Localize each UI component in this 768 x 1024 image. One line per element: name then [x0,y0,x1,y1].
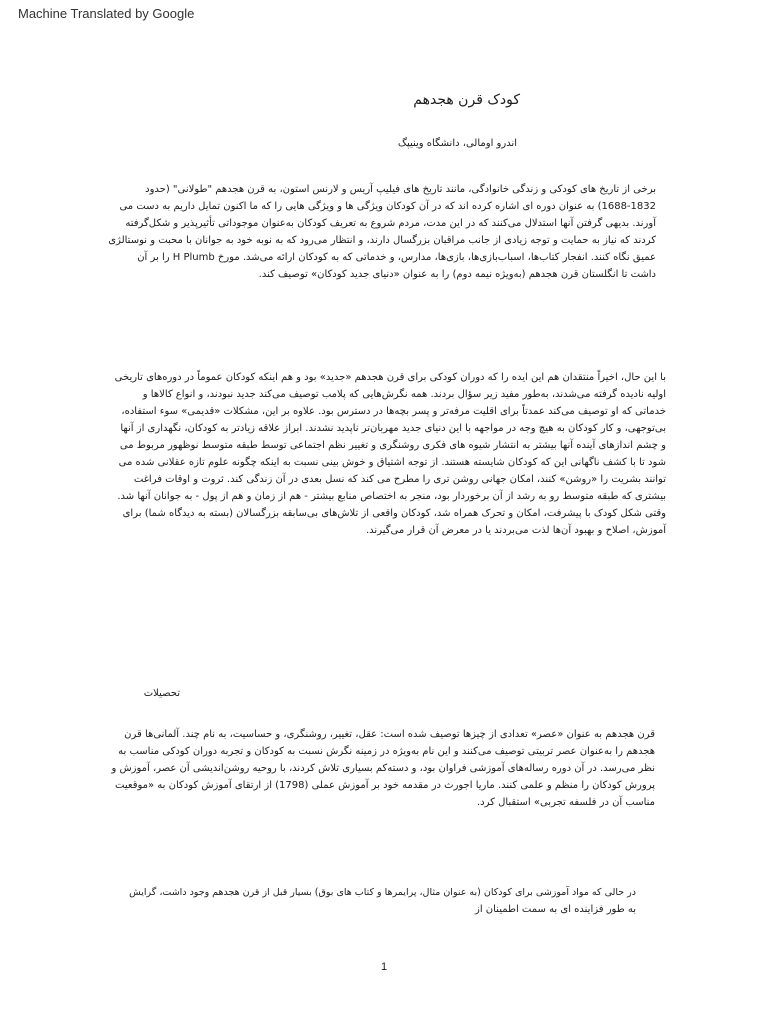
text-line: کردند که نیاز به حمایت و توجه زیادی از جانب مراقبان بزرگسال دارند، و انتظار می‌رود که به نوبه خود به جوانان با محبت و نوستالژی [108,235,656,246]
page-number: 1 [380,961,388,973]
text-line: و چشم اندازهای آینده آنها بیشتر به انتشار شیوه های فکری روشنگری و تغییر نظم اجتماعی توسط طبقه متوسط نوظهور مربوط می [119,440,666,451]
text-line: شود تا با کشف ناگهانی این که کودکان شایسته هستند. از توجه اشتیاق و خوش بینی نسبت به اینکه چگونه علوم تازه عقلانی شده می [118,457,666,468]
text-line: در حالی که مواد آموزشی برای کودکان (به عنوان مثال، پرایمرها و کتاب های بوق) بسیار قبل از قرن هجدهم وجود داشت، گرایش [129,887,636,898]
text-line: اولیه نادیده گرفته می‌شدند، به‌طور مفید زیر سؤال بردند. همه نگرش‌هایی که پلامب توصیف می‌کند جدید نبودند، و انواع کالاها و [142,389,666,400]
paragraph-4 [126,884,636,918]
paragraph-2 [96,369,666,539]
document-title: کودک قرن هجدهم [413,92,520,108]
text-line: توانند بشریت را «روشن» کنند، امکان جهانی روشن تری را مطرح می کند که نسل بعدی در آن زندگی کند. ثروت و اوقات فراغت [133,474,666,485]
text-line: هجدهم را به‌عنوان عصر تربیتی توصیف می‌کنند و این نام به‌ویژه در زمینه نگرش نسبت به کودکان و تجربه دوران کودکی مناسب به [118,746,655,757]
paragraph-3 [110,726,655,811]
machine-translation-banner: Machine Translated by Google [18,6,195,21]
text-line: داشت تا انگلستان قرن هجدهم (به‌ویژه نیمه دوم) را به عنوان «دنیای جدید کودکان» توصیف کند. [258,269,656,280]
text-line: به طور فزاینده ای به سمت اطمینان از [475,904,636,915]
text-line: خدماتی که او توصیف می‌کند عمدتاً برای اقلیت مرفه‌تر و پسر بچه‌ها در دسترس بود. علاوه بر این، مشکلات «قدیمی» سوء استفاده، [121,406,666,417]
text-line: عمیق نگاه کنند. انفجار کتاب‌ها، اسباب‌بازی‌ها، بازی‌ها، مدارس، و خدماتی که به کودکان ارائه می‌شد. مورخ H Plumb را بر آن [137,252,656,263]
text-line: نظر می‌رسد. در آن دوره رساله‌های آموزشی فراوان بود، و دسته‌کم بسیاری تلاش کردند، با روحیه روشن‌اندیشی آن عصر، آموزش و [111,763,655,774]
text-line: وقتی شکل کودک با پیشرفت، امکان و تحرک همراه شد، کودکان واقعی از تلاش‌های بی‌سابقه بزرگسالان (بسته به دیدگاه شما) برای [122,508,666,519]
paragraph-1 [96,181,656,283]
section-heading-education: تحصیلات [143,688,180,699]
text-line: آموزش، اصلاح و بهبود آن‌ها لذت می‌بردند یا در معرض آن قرار می‌گیرند. [365,525,666,536]
text-line: بیشتری که طبقه متوسط رو به رشد از آن برخوردار بود، منجر به اختصاص منابع بیشتر - هم از زمان و هم از پول - به جوانان آنها شد. [117,491,666,502]
text-line: مناسب آن در فلسفه تجربی» استقبال کرد. [477,797,655,808]
text-line: 1688-1832) به عنوان دوره ای اشاره کرده اند که در آن کودکان ویژگی ها و ویژگی هایی را که ما اکنون تمایل داریم به دست می [119,201,656,212]
text-line: آورند. بدیهی گرفتن آنها استدلال می‌کنند که در این مدت، مردم شروع به تعریف کودکان به‌عنوان موجوداتی تأثیرپذیر و شکل‌گرفته [125,218,656,229]
text-line: بی‌توجهی، و کار کودکان به هیچ وجه در مواجهه با این دنیای جدید مهربان‌تر ناپدید نشدند. ابراز علاقه زیادتر به کودکان، نگهداری از آنها [120,423,666,434]
text-line: با این حال، اخیراً منتقدان هم این ایده را که دوران کودکی برای قرن هجدهم «جدید» بود و هم اینکه کودکان عموماً در دوره‌های تاریخی [114,372,666,383]
text-line: قرن هجدهم به عنوان «عصر» تعدادی از چیزها توصیف شده است: عقل، تغییر، روشنگری، و حساسیت، به نام چند. آلمانی‌ها قرن [124,729,655,740]
author-line: اندرو اومالی، دانشگاه وینیپگ [398,138,517,149]
text-line: برخی از تاریخ های کودکی و زندگی خانوادگی، مانند تاریخ های فیلیپ آریس و لارنس استون، به قرن هجدهم "طولانی" (حدود [145,184,656,195]
text-line: پرورش کودکان را منظم و علمی کنند. ماریا اجورث در مقدمه خود بر آموزش عملی (1798) از ارتقای آموزش کودکان به «موقعیت [115,780,655,791]
